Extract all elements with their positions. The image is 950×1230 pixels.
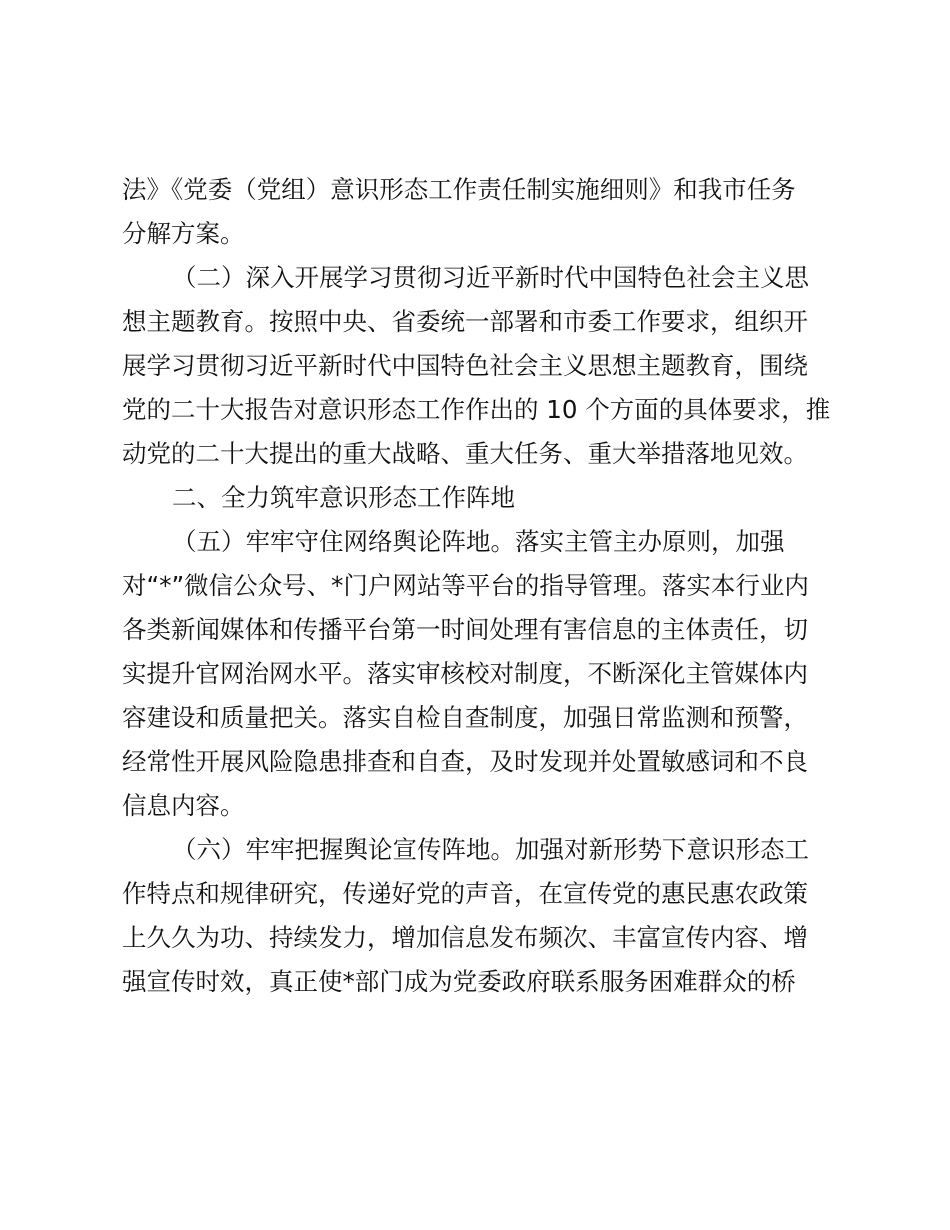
section-heading: 二、全力筑牢意识形态工作阵地 bbox=[172, 483, 515, 512]
text-line: 实提升官网治网水平。落实审核校对制度，不断深化主管媒体内 bbox=[122, 659, 808, 688]
text-line: 展学习贯彻习近平新时代中国特色社会主义思想主题教育，围绕 bbox=[122, 351, 808, 380]
paragraph-heading-2: （二）深入开展学习贯彻习近平新时代中国特色社会主义思 bbox=[172, 263, 809, 292]
text-line: 法》《党委（党组）意识形态工作责任制实施细则》和我市任务 bbox=[122, 175, 796, 204]
paragraph-heading-5: （五）牢牢守住网络舆论阵地。落实主管主办原则，加强 bbox=[172, 527, 785, 556]
text-line: 信息内容。 bbox=[122, 791, 245, 820]
text-line: 想主题教育。按照中央、省委统一部署和市委工作要求，组织开 bbox=[122, 307, 808, 336]
text-line: 上久久为功、持续发力，增加信息发布频次、丰富宣传内容、增 bbox=[122, 923, 808, 952]
text-line: 对“*”微信公众号、*门户网站等平台的指导管理。落实本行业内 bbox=[122, 571, 809, 600]
text-line: 各类新闻媒体和传播平台第一时间处理有害信息的主体责任，切 bbox=[122, 615, 808, 644]
text-line: 党的二十大报告对意识形态工作作出的 10 个方面的具体要求，推 bbox=[122, 395, 831, 424]
text-line: 强宣传时效，真正使*部门成为党委政府联系服务困难群众的桥 bbox=[122, 967, 796, 996]
paragraph-heading-6: （六）牢牢把握舆论宣传阵地。加强对新形势下意识形态工 bbox=[172, 835, 809, 864]
text-line: 动党的二十大提出的重大战略、重大任务、重大举措落地见效。 bbox=[122, 439, 808, 468]
text-line: 容建设和质量把关。落实自检自查制度，加强日常监测和预警， bbox=[122, 703, 808, 732]
text-line: 分解方案。 bbox=[122, 219, 245, 248]
text-line: 作特点和规律研究，传递好党的声音，在宣传党的惠民惠农政策 bbox=[122, 879, 808, 908]
text-line: 经常性开展风险隐患排查和自查，及时发现并处置敏感词和不良 bbox=[122, 747, 808, 776]
